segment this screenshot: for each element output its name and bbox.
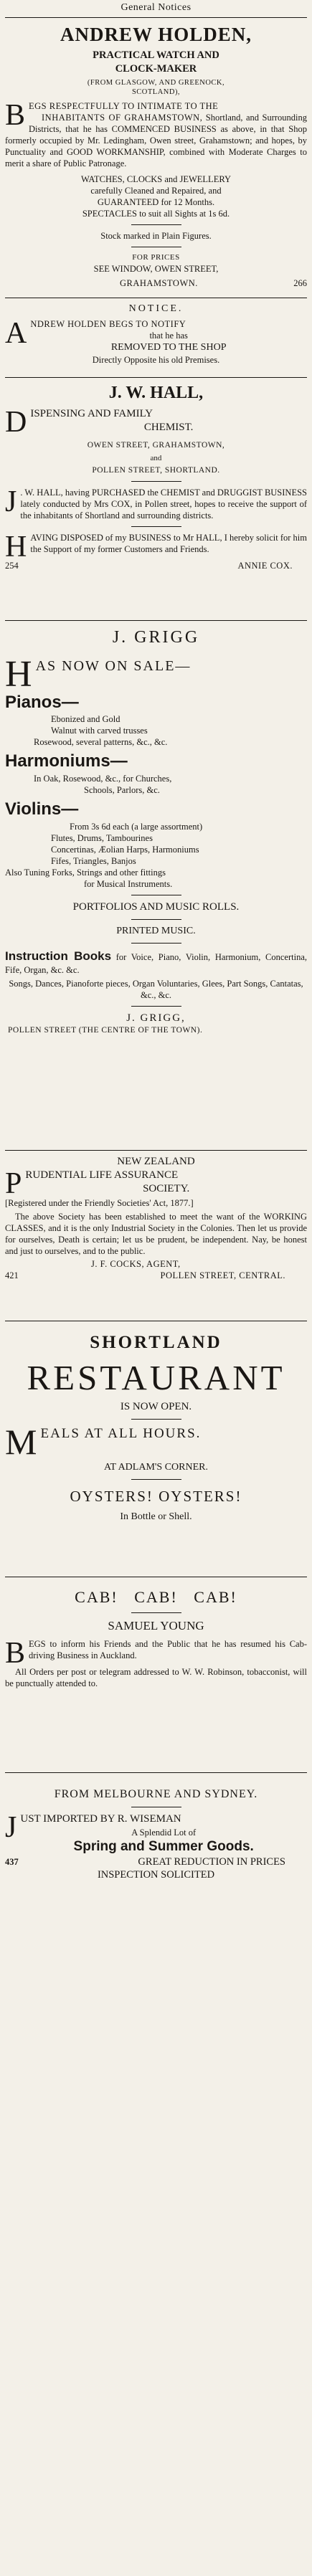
hall-title bbox=[5, 405, 307, 439]
nz-drop-cap: P bbox=[5, 1167, 22, 1201]
divider bbox=[131, 1006, 181, 1007]
shortland-oysters: OYSTERS! OYSTERS! bbox=[70, 1487, 242, 1505]
ad-shortland-restaurant bbox=[5, 1321, 307, 1577]
hall-cox-drop-cap: H bbox=[5, 530, 27, 564]
holden-number: 266 bbox=[293, 277, 307, 288]
hall-addr-and: and bbox=[150, 453, 162, 462]
holden-from: (FROM GLASGOW, AND GREENOCK, bbox=[87, 78, 225, 87]
grigg-addr: POLLEN STREET (THE CENTRE OF THE TOWN). bbox=[8, 1025, 203, 1035]
cab-orders: All Orders per post or telegram addressed to W. W. Robinson, tobacconist, will be punctually attended to. bbox=[5, 1666, 307, 1688]
hall-drop-cap: D bbox=[5, 405, 27, 439]
ad-j-grigg bbox=[5, 621, 307, 1151]
holden-footer bbox=[5, 277, 307, 289]
holden-intro bbox=[5, 100, 307, 169]
grigg-vio-6: for Musical Instruments. bbox=[84, 878, 173, 889]
nz-sig: J. F. COCKS, AGENT, bbox=[91, 1259, 181, 1270]
grigg-books-rest: for Voice, Piano, Violin, Harmonium, Concertina, Fife, Organ, &c. &c. bbox=[5, 951, 307, 975]
ad-nz-prudential bbox=[5, 1151, 307, 1321]
grigg-sig: J. GRIGG, bbox=[126, 1012, 186, 1024]
wiseman-title: FROM MELBOURNE AND SYDNEY. bbox=[54, 1787, 258, 1800]
divider bbox=[131, 1419, 181, 1420]
grigg-name: J. GRIGG bbox=[112, 627, 200, 647]
section-header: General Notices bbox=[5, 0, 307, 18]
hall-body-text: . W. HALL, having PURCHASED the CHEMIST and DRUGGIST BUSINESS lately conducted by Mrs COX, in Pollen street, hopes to receive the support of the inhabitants of Shortland and surrounding districts. bbox=[20, 487, 307, 521]
notice-title: NOTICE. bbox=[128, 303, 184, 314]
grigg-pianos-3: Rosewood, several patterns, &c., &c. bbox=[34, 737, 168, 748]
grigg-vio-5: Also Tuning Forks, Strings and other fittings bbox=[5, 867, 166, 878]
wiseman-drop-cap: J bbox=[5, 1811, 17, 1845]
holden-watches-1: WATCHES, CLOCKS and JEWELLERY bbox=[80, 174, 232, 185]
divider bbox=[131, 1612, 181, 1613]
grigg-books bbox=[5, 949, 307, 976]
grigg-pianos: Pianos— bbox=[5, 692, 79, 712]
wiseman-line-4: GREAT REDUCTION IN PRICES bbox=[138, 1855, 285, 1868]
ad-andrew-holden bbox=[5, 18, 307, 298]
holden-stock: Stock marked in Plain Figures. bbox=[100, 231, 212, 242]
holden-prices-2: SEE WINDOW, OWEN STREET, bbox=[93, 263, 219, 274]
grigg-harm-1: In Oak, Rosewood, &c., for Churches, bbox=[34, 774, 172, 784]
holden-from-2: SCOTLAND), bbox=[131, 87, 181, 96]
shortland-meals-row bbox=[5, 1421, 307, 1462]
ad-wiseman bbox=[5, 1773, 307, 1916]
holden-prices-1: FOR PRICES bbox=[132, 253, 180, 262]
wiseman-line-5: INSPECTION SOLICITED bbox=[97, 1869, 215, 1881]
nz-title-1: NEW ZEALAND bbox=[117, 1155, 195, 1167]
nz-body: The above Society has been established to meet the want of the WORKING CLASSES, and it is the only Industrial Society in the Colonies. Then let us provide for ourselves, Death is certain; let us be prudent, be independent. Nay, be honest and just to ourselves, and to the public. bbox=[5, 1212, 307, 1257]
divider bbox=[131, 1479, 181, 1480]
holden-trade-2: CLOCK-MAKER bbox=[115, 63, 197, 75]
grigg-pianos-1: Ebonized and Gold bbox=[51, 714, 120, 725]
wiseman-number: 437 bbox=[5, 1856, 19, 1867]
hall-addr-2: POLLEN STREET, SHORTLAND. bbox=[92, 465, 220, 475]
holden-intro-rest: Shortland, and Surrounding Districts, that he has COMMENCED BUSINESS as above, in that Shop formerly occupied by Mr. Ledingham, Owen street, Grahamstown; and hopes, by Punctuality and GOOD WORKMANSHIP, combined with Moderate Charges to merit a share of Public Patronage. bbox=[5, 113, 307, 169]
grigg-violins: Violins— bbox=[5, 799, 79, 819]
grigg-vio-3: Concertinas, Æolian Harps, Harmoniums bbox=[51, 844, 199, 855]
notice-line-4: Directly Opposite his old Premises. bbox=[92, 354, 220, 365]
shortland-title-2: RESTAURANT bbox=[27, 1357, 285, 1397]
shortland-meals: EALS AT ALL HOURS. bbox=[40, 1425, 202, 1441]
cab-body-text: EGS to inform his Friends and the Public that he has resumed his Cab-driving Business in Auckland. bbox=[29, 1638, 307, 1660]
divider bbox=[131, 919, 181, 920]
notice-line-3: REMOVED TO THE SHOP bbox=[110, 341, 227, 353]
hall-title-1: ISPENSING AND FAMILY bbox=[30, 407, 153, 419]
nz-number: 421 bbox=[5, 1270, 19, 1281]
notice-body bbox=[5, 318, 307, 366]
ad-notice-holden bbox=[5, 298, 307, 378]
divider bbox=[131, 224, 181, 225]
nz-title-3: SOCIETY. bbox=[143, 1183, 190, 1195]
grigg-portfolios: PORTFOLIOS AND MUSIC ROLLS. bbox=[72, 900, 240, 913]
wiseman-row bbox=[5, 1855, 307, 1869]
holden-intro-first: EGS RESPECTFULLY TO INTIMATE TO THE bbox=[29, 101, 219, 112]
nz-title-2: RUDENTIAL LIFE ASSURANCE bbox=[25, 1169, 179, 1182]
holden-place: GRAHAMSTOWN. bbox=[120, 277, 198, 288]
hall-sign: ANNIE COX. bbox=[237, 560, 293, 571]
grigg-harm-2: Schools, Parlors, &c. bbox=[84, 785, 160, 796]
grigg-headline-row bbox=[5, 653, 307, 695]
notice-line-1: NDREW HOLDEN BEGS TO NOTIFY bbox=[30, 318, 186, 329]
grigg-printed: PRINTED MUSIC. bbox=[116, 925, 196, 936]
holden-name: ANDREW HOLDEN, bbox=[60, 23, 252, 45]
holden-watches-3: GUARANTEED for 12 Months. bbox=[97, 197, 215, 208]
hall-number: 254 bbox=[5, 560, 19, 571]
hall-cox bbox=[5, 530, 307, 564]
divider bbox=[131, 943, 181, 944]
shortland-open: IS NOW OPEN. bbox=[120, 1400, 192, 1412]
nz-footer bbox=[5, 1270, 307, 1281]
holden-watches-4: SPECTACLES to suit all Sights at 1s 6d. bbox=[82, 209, 230, 219]
shortland-drop-cap: M bbox=[5, 1421, 37, 1462]
grigg-vio-2: Flutes, Drums, Tambourines bbox=[51, 832, 153, 843]
nz-registered: [Registered under the Friendly Societies' Act, 1877.] bbox=[5, 1198, 194, 1209]
holden-watches-2: carefully Cleaned and Repaired, and bbox=[90, 186, 222, 196]
hall-body bbox=[5, 487, 307, 521]
notice-line-2: that he has bbox=[149, 330, 188, 341]
grigg-pianos-2: Walnut with carved trusses bbox=[51, 726, 148, 736]
shortland-bottle: In Bottle or Shell. bbox=[120, 1511, 192, 1522]
cab-drop-cap: B bbox=[5, 1636, 26, 1670]
grigg-vio-4: Fifes, Triangles, Banjos bbox=[51, 855, 136, 866]
wiseman-line-3: Spring and Summer Goods. bbox=[73, 1838, 254, 1854]
hall-cox-text: AVING DISPOSED of my BUSINESS to Mr HALL, I hereby solicit for him the Support of my former Customers and Friends. bbox=[30, 532, 307, 554]
shortland-corner: AT ADLAM'S CORNER. bbox=[103, 1461, 208, 1473]
shortland-title-1: SHORTLAND bbox=[90, 1332, 222, 1352]
holden-intro-second: INHABITANTS OF GRAHAMSTOWN, bbox=[42, 113, 203, 123]
grigg-books-title: Instruction Books bbox=[5, 949, 112, 963]
grigg-songs: Songs, Dances, Pianoforte pieces, Organ Voluntaries, Glees, Part Songs, Cantatas, &c., &c. bbox=[9, 978, 303, 1000]
grigg-vio-1: From 3s 6d each (a large assortment) bbox=[70, 821, 203, 832]
hall-title-2: CHEMIST. bbox=[143, 421, 194, 433]
hall-addr-1: OWEN STREET, GRAHAMSTOWN, bbox=[87, 441, 225, 450]
cab-title: CAB! CAB! CAB! bbox=[75, 1587, 237, 1606]
wiseman-line-2: A Splendid Lot of bbox=[131, 1827, 197, 1838]
hall-name: J. W. HALL, bbox=[108, 383, 204, 402]
notice-drop-cap: A bbox=[5, 316, 27, 350]
wiseman-body bbox=[5, 1812, 307, 1882]
divider bbox=[131, 481, 181, 482]
grigg-headline: AS NOW ON SALE— bbox=[35, 657, 192, 674]
holden-drop-cap: B bbox=[5, 99, 26, 133]
nz-title bbox=[5, 1167, 307, 1201]
hall-body-drop-cap: J bbox=[5, 485, 17, 518]
wiseman-line-1: UST IMPORTED BY R. WISEMAN bbox=[20, 1813, 181, 1825]
grigg-harmoniums: Harmoniums— bbox=[5, 751, 128, 771]
ad-cab bbox=[5, 1577, 307, 1773]
cab-name: SAMUEL YOUNG bbox=[108, 1619, 204, 1633]
hall-footer bbox=[5, 560, 307, 571]
cab-body bbox=[5, 1636, 307, 1670]
holden-trade-1: PRACTICAL WATCH AND bbox=[93, 49, 219, 62]
grigg-drop-cap: H bbox=[5, 653, 32, 695]
divider bbox=[131, 526, 181, 527]
nz-addr: POLLEN STREET, CENTRAL. bbox=[160, 1270, 285, 1281]
ad-jw-hall bbox=[5, 378, 307, 621]
